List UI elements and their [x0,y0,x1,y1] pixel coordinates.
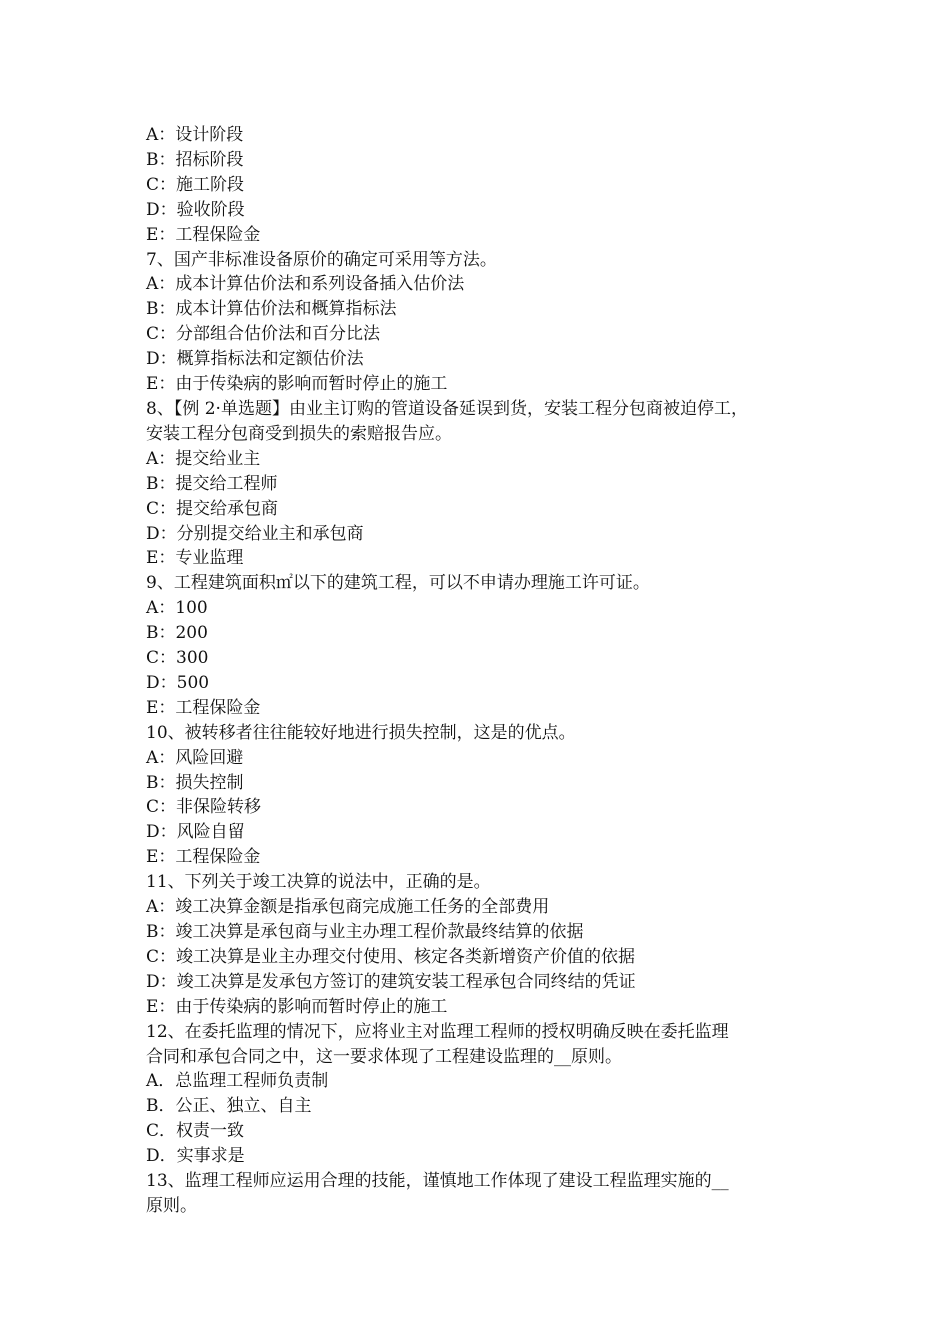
option-line: C：非保险转移 [146,797,262,818]
question-line-continued: 合同和承包合同之中，这一要求体现了工程建设监理的__原则。 [146,1046,622,1067]
option-line: D．实事求是 [146,1146,245,1167]
option-line: A：提交给业主 [146,448,261,469]
option-line: E：工程保险金 [146,224,261,245]
question-line: 10、被转移者往往能较好地进行损失控制，这是的优点。 [146,722,576,743]
question-line-continued: 原则。 [146,1195,197,1216]
option-line: C：分部组合估价法和百分比法 [146,324,381,345]
question-line: 8、【例 2·单选题】由业主订购的管道设备延误到货，安装工程分包商被迫停工， [146,398,748,419]
option-line: A：100 [146,598,208,619]
option-line: D：竣工决算是发承包方签订的建筑安装工程承包合同终结的凭证 [146,971,636,992]
option-line: A：成本计算估价法和系列设备插入估价法 [146,274,465,295]
option-line: E：工程保险金 [146,697,261,718]
option-line: B：损失控制 [146,772,244,793]
option-line: B：提交给工程师 [146,473,278,494]
option-line: A：设计阶段 [146,125,244,145]
option-line: D：分别提交给业主和承包商 [146,523,364,544]
option-line: C：施工阶段 [146,174,245,195]
option-line: E：由于传染病的影响而暂时停止的施工 [146,996,448,1017]
document-page [146,123,826,1219]
option-line: D：500 [146,672,210,693]
option-line: B：200 [146,623,208,644]
question-line: 7、国产非标准设备原价的确定可采用等方法。 [146,249,497,270]
option-line: B．公正、独立、自主 [146,1096,312,1117]
question-line: 12、在委托监理的情况下，应将业主对监理工程师的授权明确反映在委托监理 [146,1021,729,1042]
question-line: 13、监理工程师应运用合理的技能，谨慎地工作体现了建设工程监理实施的__ [146,1171,729,1192]
option-line: B：竣工决算是承包商与业主办理工程价款最终结算的依据 [146,922,584,942]
option-line: E：工程保险金 [146,847,261,868]
option-line: C：竣工决算是业主办理交付使用、核定各类新增资产价值的依据 [146,946,636,967]
option-line: D：验收阶段 [146,199,245,220]
option-line: B：招标阶段 [146,149,244,170]
option-line: A：风险回避 [146,747,244,768]
option-line: C：提交给承包商 [146,498,279,519]
question-line: 9、工程建筑面积㎡以下的建筑工程，可以不申请办理施工许可证。 [146,573,650,594]
option-line: D：概算指标法和定额估价法 [146,349,364,370]
question-line-continued: 安装工程分包商受到损失的索赔报告应。 [146,423,452,444]
question-line: 11、下列关于竣工决算的说法中，正确的是。 [146,872,491,893]
option-line: C：300 [146,648,209,669]
option-line: B：成本计算估价法和概算指标法 [146,299,397,320]
option-line: A：竣工决算金额是指承包商完成施工任务的全部费用 [146,897,550,918]
option-line: D：风险自留 [146,822,245,843]
option-line: E：专业监理 [146,548,244,569]
option-line: A．总监理工程师负责制 [146,1071,329,1092]
option-line: E：由于传染病的影响而暂时停止的施工 [146,374,448,395]
option-line: C．权责一致 [146,1121,245,1142]
